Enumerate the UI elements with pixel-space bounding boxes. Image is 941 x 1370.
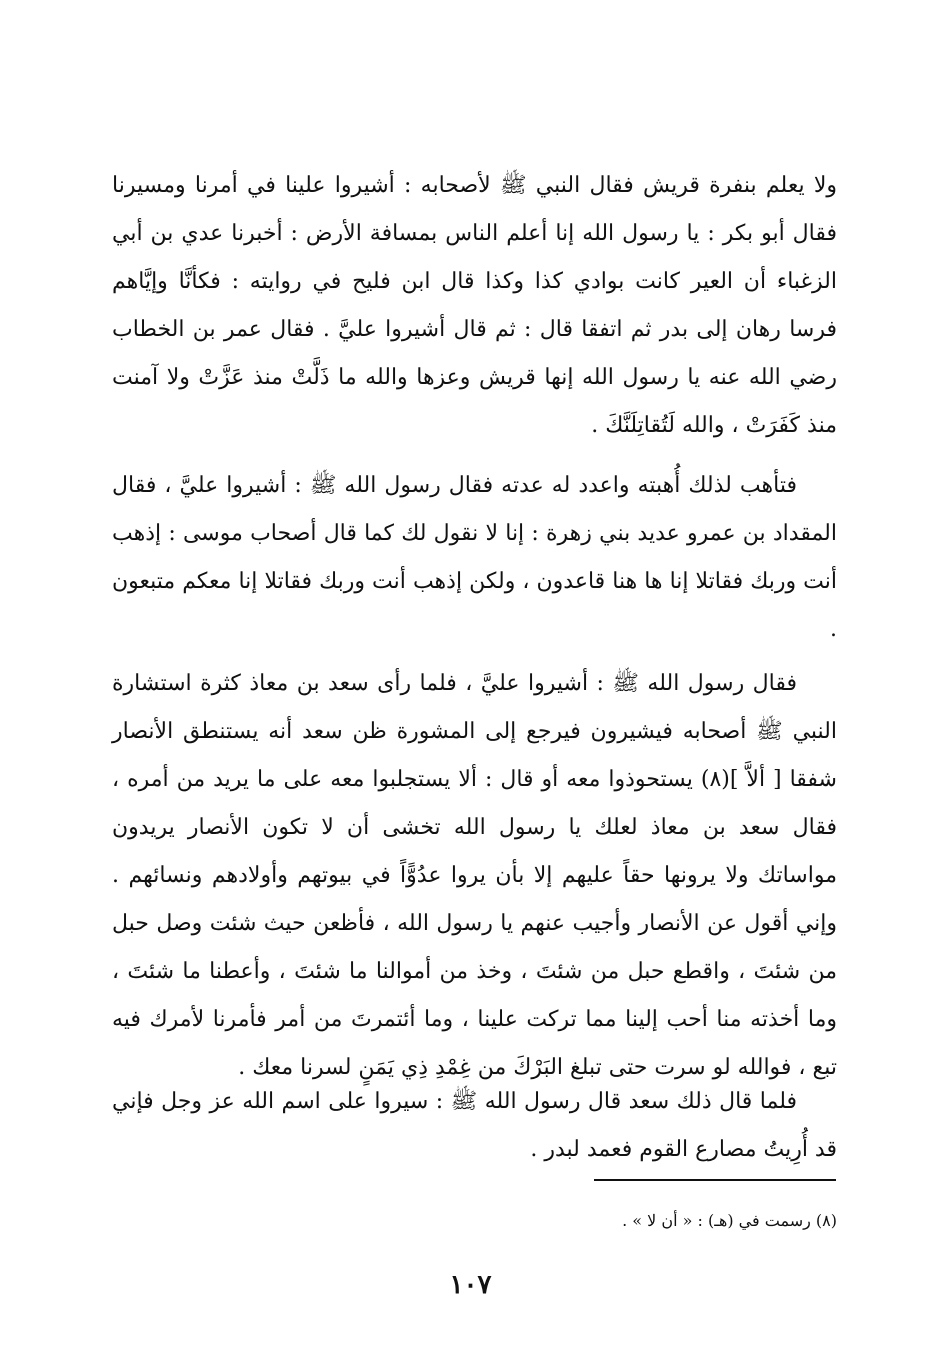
paragraph-2: فتأهب لذلك أُهبته واعدد له عدته فقال رسول الله ﷺ : أشيروا عليَّ ، فقال المقداد بن عمرو عديد بني زهرة : إنا لا نقول لك كما قال أصحاب موسى : إذهب أنت وربك فقاتلا إنا ها هنا قاعدون ، ولكن إذهب أنت وربك فقاتلا إنا معكم متبعون . xyxy=(112,473,837,642)
page-number: ١٠٧ xyxy=(449,1270,492,1300)
paragraph-1: ولا يعلم بنفرة قريش فقال النبي ﷺ لأصحابه : أشيروا علينا في أمرنا ومسيرنا فقال أبو بكر : يا رسول الله إنا أعلم الناس بمسافة الأرض : أخبرنا عدي بن أبي الزغباء أن العير كانت بوادي كذا وكذا قال ابن فليح في روايته : فكأنَّا وإيَّاهم فرسا رهان إلى بدر ثم اتفقا قال : ثم قال أشيروا عليَّ . فقال عمر بن الخطاب رضي الله عنه يا رسول الله إنها قريش وعزها والله ما ذَلَّتْ منذ عَزَّتْ ولا آمنت منذ كَفَرَتْ ، والله لَتُقاتِلَنَّكَ . xyxy=(112,173,837,438)
paragraph-3: فقال رسول الله ﷺ : أشيروا عليَّ ، فلما رأى سعد بن معاذ كثرة استشارة النبي ﷺ أصحابه فيشيرون فيرجع إلى المشورة ظن سعد أنه يستنطق الأنصار شفقا [ ألاَّ ](٨) يستحوذوا معه أو قال : ألا يستجلبوا معه على ما يريد من أمره ، فقال سعد بن معاذ لعلك يا رسول الله تخشى أن لا تكون الأنصار يريدون مواساتك ولا يرونها حقاً عليهم إلا بأن يروا عدُوًّاً في بيوتهم وأولادهم ونسائهم . وإني أقول عن الأنصار وأجيب عنهم يا رسول الله ، فأظعن حيث شئت وصل حبل من شئتَ ، واقطع حبل من شئتَ ، وخذ من أموالنا ما شئتَ ، وأعطنا ما شئتَ ، وما أخذته منا أحب إلينا مما تركت علينا ، وما أئتمرتَ من أمر فأمرنا لأمرك فيه تبع ، فوالله لو سرت حتى تبلغ البَرْكَ من غِمْدِ ذِي يَمَنٍ لسرنا معك . xyxy=(112,671,837,1080)
paragraph-4: فلما قال ذلك سعد قال رسول الله ﷺ : سيروا على اسم الله عز وجل فإني قد أُرِيتُ مصارع القوم فعمد لبدر . xyxy=(112,1089,837,1162)
footnote: (٨) رسمت في (هـ) : « أن لا » . xyxy=(622,1211,837,1230)
footnote-divider xyxy=(594,1179,836,1181)
